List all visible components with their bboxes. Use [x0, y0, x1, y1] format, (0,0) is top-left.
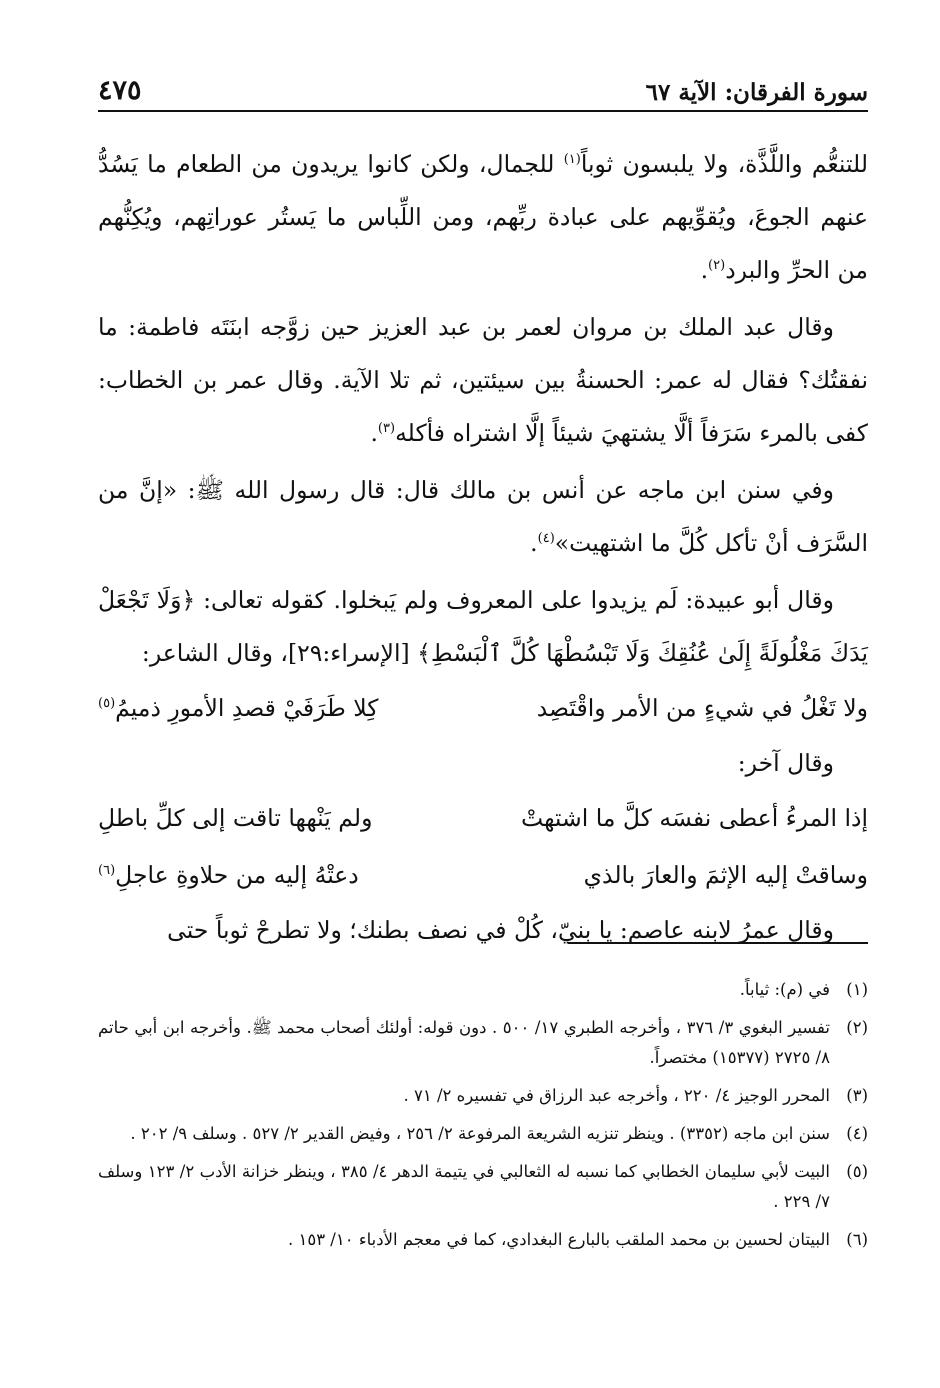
footnotes — [98, 975, 868, 1263]
footnote-6: (٦) البيتان لحسين بن محمد الملقب بالبارع البغدادي، كما في معجم الأدباء ١٠/ ١٥٣ . — [287, 1230, 868, 1249]
footnote-ref-3: (٣) — [377, 421, 396, 437]
another-said: وقال آخر: — [737, 749, 834, 777]
verse-hemistich-left: ولم يَنْهها تاقت إلى كلِّ باطلِ — [98, 804, 373, 832]
footnote-2: (٢) تفسير البغوي ٣/ ٣٧٦ ، وأخرجه الطبري ١٧/ ٥٠٠ . دون قوله: أولئك أصحاب محمد ﷺ. وأخرجه ابن أبي حاتم ٨/ ٢٧٢٥ (١٥٣٧٧) مختصراً. — [98, 1018, 868, 1067]
main-text — [98, 138, 868, 957]
verse-line-3 — [98, 847, 868, 904]
paragraph-3: وفي سنن ابن ماجه عن أنس بن مالك قال: قال رسول الله ﷺ: «إنَّ من السَّرَف أنْ تأكل كُلَّ ما اشتهيت»$^{(٤)}$. — [98, 476, 868, 557]
footnote-ref-6: (٦) — [98, 863, 116, 879]
verse-hemistich-right: ولا تَغْلُ في شيءٍ من الأمر واقْتَصِد — [536, 694, 868, 722]
paragraph-5: وقال عمرُ لابنه عاصم: يا بنيّ، كُلْ في نصف بطنك؛ ولا تطرحْ ثوباً حتى — [167, 916, 834, 944]
running-title: سورة الفرقان: الآية ٦٧ — [645, 79, 868, 106]
verse-hemistich-right: وساقتْ إليه الإثمَ والعارَ بالذي — [583, 861, 868, 889]
paragraph-4: وقال أبو عبيدة: لَم يزيدوا على المعروف ولم يَبخلوا. كقوله تعالى: ﴿وَلَا تَجْعَلْ يَدَكَ مَغْلُولَةً إِلَىٰ عُنُقِكَ وَلَا تَبْسُطْهَا كُلَّ ٱلْبَسْطِ﴾ [الإسراء:٢٩]، وقال الشاعر: — [98, 586, 868, 667]
footnote-4: (٤) سنن ابن ماجه (٣٣٥٢) . وينظر تنزيه الشريعة المرفوعة ٢/ ٢٥٦ ، وفيض القدير ٢/ ٥٢٧ . وسلف ٩/ ٢٠٢ . — [130, 1124, 868, 1143]
footnote-5: (٥) البيت لأبي سليمان الخطابي كما نسبه له الثعالبي في يتيمة الدهر ٤/ ٣٨٥ ، وينظر خزانة الأدب ٢/ ١٢٣ وسلف ٧/ ٢٢٩ . — [98, 1162, 868, 1211]
verse-line-2 — [98, 790, 868, 847]
footnote-1: (١) في (م): ثياباً. — [739, 980, 868, 999]
paragraph-1: للتنعُّم واللَّذَّة، ولا يلبسون ثوباً$^{(١)}$ للجمال، ولكن كانوا يريدون من الطعام ما يَسُدُّ عنهم الجوعَ، ويُقوِّيهم على عبادة ربِّهم، ومن اللِّباس ما يَستُر عوراتِهم، ويُكِنُّهم من الحرِّ والبرد$^{(٢)}$. — [98, 150, 868, 284]
page-header — [98, 68, 868, 112]
footnote-3: (٣) المحرر الوجيز ٤/ ٢٢٠ ، وأخرجه عبد الرزاق في تفسيره ٢/ ٧١ . — [403, 1086, 868, 1105]
verse-line-1 — [98, 680, 868, 737]
paragraph-2: وقال عبد الملك بن مروان لعمر بن عبد العزيز حين زوَّجه ابنَتَه فاطمة: ما نفقتُك؟ فقال له عمر: الحسنةُ بين سيئتين، ثم تلا الآية. وقال عمر بن الخطاب: كفى بالمرء سَرَفاً ألَّا يشتهيَ شيئاً إلَّا اشتراه فأكله$^{(٣)}$. — [98, 313, 868, 447]
verse-hemistich-right: إذا المرءُ أعطى نفسَه كلَّ ما اشتهتْ — [521, 804, 868, 832]
verse-hemistich-left: كِلا طَرَفَيْ قصدِ الأمورِ ذميمُ$^{(٥)}$ — [98, 694, 379, 722]
footnote-separator — [568, 942, 868, 944]
footnote-ref-2: (٢) — [708, 258, 726, 274]
verse-hemistich-left: دعتْهُ إليه من حلاوةِ عاجلِ$^{(٦)}$ — [98, 861, 359, 889]
footnote-ref-4: (٤) — [537, 531, 555, 547]
page-number: ٤٧٥ — [98, 75, 142, 106]
footnote-ref-1: (١) — [563, 152, 581, 168]
footnote-ref-5: (٥) — [98, 696, 116, 712]
